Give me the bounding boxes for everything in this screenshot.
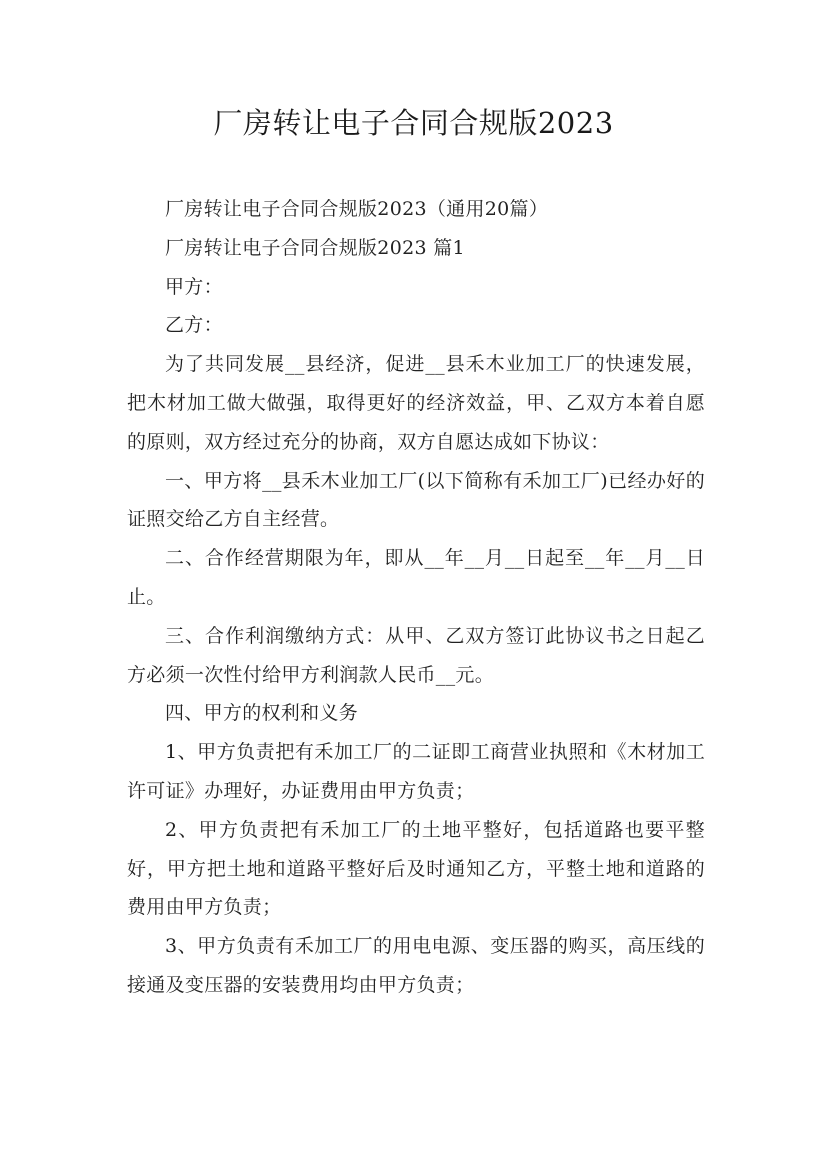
document-title: 厂房转让电子合同合规版2023: [213, 106, 614, 140]
clause-3-paragraph: 三、合作利润缴纳方式：从甲、乙双方签订此协议书之日起乙方必须一次性付给甲方利润款人民币__元。: [127, 624, 705, 686]
party-a-label: 甲方：: [165, 275, 223, 298]
clause-4-item-3: 3、甲方负责有禾加工厂的用电电源、变压器的购买，高压线的接通及变压器的安装费用均由甲方负责；: [127, 935, 705, 996]
clause-4-heading: 四、甲方的权利和义务: [165, 702, 359, 725]
preamble-paragraph: 为了共同发展__县经济，促进__县禾木业加工厂的快速发展，把木材加工做大做强，取得更好的经济效益，甲、乙双方本着自愿的原则，双方经过充分的协商，双方自愿达成如下协议：: [127, 353, 705, 453]
clause-1-paragraph: 一、甲方将__县禾木业加工厂(以下简称有禾加工厂)已经办好的证照交给乙方自主经营。: [127, 469, 705, 531]
clause-2-paragraph: 二、合作经营期限为年，即从__年__月__日起至__年__月__日止。: [127, 547, 705, 608]
subtitle-paragraph: 厂房转让电子合同合规版2023（通用20篇）: [165, 198, 549, 220]
clause-4-item-2: 2、甲方负责把有禾加工厂的土地平整好，包括道路也要平整好，甲方把土地和道路平整好后及时通知乙方，平整土地和道路的费用由甲方负责；: [127, 818, 705, 919]
party-b-label: 乙方：: [165, 314, 223, 337]
clause-4-item-1: 1、甲方负责把有禾加工厂的二证即工商营业执照和《木材加工许可证》办理好，办证费用由甲方负责；: [127, 741, 705, 802]
document-body: [127, 190, 705, 1005]
section-heading: 厂房转让电子合同合规版2023 篇1: [165, 236, 465, 259]
